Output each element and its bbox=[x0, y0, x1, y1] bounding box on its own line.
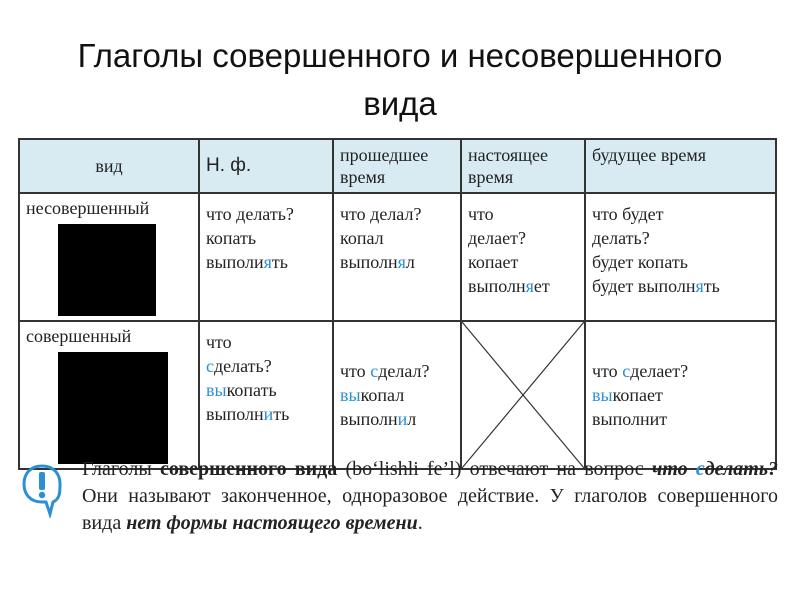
cell-line bbox=[592, 250, 769, 274]
text-segment: делает? bbox=[468, 228, 526, 248]
highlighted-letter: я bbox=[525, 276, 534, 296]
text-segment: ть bbox=[273, 404, 290, 424]
text-segment: выполнит bbox=[592, 409, 668, 429]
text-segment: делать? bbox=[214, 356, 272, 376]
highlighted-letter: вы bbox=[340, 385, 361, 405]
highlighted-letter: с bbox=[370, 361, 379, 381]
cell-line bbox=[592, 359, 769, 383]
cell-line bbox=[592, 274, 769, 298]
text-segment: л bbox=[407, 409, 417, 429]
note-segment: нет формы настоящего времени bbox=[126, 512, 418, 534]
aspect-label-imperfective: несовершенный bbox=[26, 198, 150, 218]
cell-line bbox=[592, 407, 769, 431]
text-segment: копал bbox=[340, 228, 384, 248]
header-future: будущее время bbox=[585, 139, 776, 193]
cell-future-perfective bbox=[585, 321, 776, 469]
slide-title: Глаголы совершенного и несовершенного вида bbox=[77, 37, 723, 122]
text-segment: выполи bbox=[206, 252, 264, 272]
text-segment: делать? bbox=[592, 228, 650, 248]
cell-line bbox=[468, 226, 578, 250]
note-segment: делать? bbox=[704, 458, 778, 480]
text-segment: копал bbox=[360, 385, 405, 405]
cell-past-imperfective bbox=[333, 193, 461, 321]
text-segment: ть bbox=[271, 252, 288, 272]
cell-line bbox=[468, 274, 578, 298]
cell-infinitive-imperfective bbox=[199, 193, 333, 321]
cell-present-imperfective bbox=[461, 193, 585, 321]
text-segment: что bbox=[206, 332, 232, 352]
table-header-row bbox=[19, 139, 776, 193]
text-segment: будет выполн bbox=[592, 276, 696, 296]
redacted-image bbox=[58, 352, 168, 464]
text-segment: делает? bbox=[630, 361, 689, 381]
highlighted-letter: и bbox=[397, 409, 408, 429]
rule-note-text bbox=[82, 456, 778, 537]
highlighted-letter: вы bbox=[592, 385, 613, 405]
note-segment: Они называют законченное, одноразовое действие. У глаголов совершенного вида bbox=[82, 485, 778, 534]
text-segment: ть bbox=[703, 276, 720, 296]
note-segment: . bbox=[417, 512, 423, 534]
highlighted-letter: с bbox=[206, 356, 214, 376]
cell-line bbox=[592, 226, 769, 250]
cell-past-perfective bbox=[333, 321, 461, 469]
text-segment: будет копать bbox=[592, 252, 688, 272]
cell-line bbox=[468, 250, 578, 274]
cell-line bbox=[206, 330, 326, 354]
cell-line bbox=[340, 202, 454, 226]
text-segment: что bbox=[340, 361, 371, 381]
aspect-cell-perfective bbox=[19, 321, 199, 469]
highlighted-letter: я bbox=[263, 252, 272, 272]
note-segment: что bbox=[651, 458, 696, 480]
highlighted-letter: вы bbox=[206, 380, 227, 400]
cell-line bbox=[468, 202, 578, 226]
cell-line bbox=[592, 202, 769, 226]
note-segment: совершенного вида bbox=[160, 458, 338, 480]
text-segment: выполн bbox=[340, 409, 398, 429]
header-infinitive: Н. ф. bbox=[199, 139, 333, 193]
text-segment: что будет bbox=[592, 204, 664, 224]
text-segment: что делать? bbox=[206, 204, 294, 224]
highlighted-letter: с bbox=[622, 361, 631, 381]
highlighted-letter: я bbox=[695, 276, 704, 296]
text-segment: копает bbox=[468, 252, 519, 272]
text-segment: ет bbox=[533, 276, 550, 296]
cell-line bbox=[206, 250, 326, 274]
note-segment: Глаголы bbox=[82, 458, 160, 480]
highlighted-letter: я bbox=[397, 252, 406, 272]
text-segment: что bbox=[468, 204, 494, 224]
aspect-label-perfective: совершенный bbox=[26, 326, 132, 346]
text-segment: копает bbox=[612, 385, 663, 405]
text-segment: выполн bbox=[206, 404, 264, 424]
cell-line bbox=[206, 378, 326, 402]
info-exclamation-icon bbox=[20, 462, 64, 518]
verb-aspect-table bbox=[18, 138, 777, 470]
table-row-imperfective bbox=[19, 193, 776, 321]
text-segment: выполн bbox=[340, 252, 398, 272]
note-segment: (bo‘lishli fe’l) отвечают на вопрос bbox=[337, 458, 652, 480]
cell-line bbox=[206, 354, 326, 378]
cell-future-imperfective bbox=[585, 193, 776, 321]
text-segment: выполн bbox=[468, 276, 526, 296]
text-segment: л bbox=[405, 252, 415, 272]
text-segment: что делал? bbox=[340, 204, 422, 224]
text-segment: делал? bbox=[378, 361, 430, 381]
highlighted-letter: и bbox=[263, 404, 274, 424]
header-past: прошедшее время bbox=[333, 139, 461, 193]
cell-line bbox=[340, 383, 454, 407]
text-segment: что bbox=[592, 361, 623, 381]
cell-infinitive-perfective bbox=[199, 321, 333, 469]
highlighted-letter: с bbox=[695, 458, 705, 480]
aspect-cell-imperfective bbox=[19, 193, 199, 321]
text-segment: копать bbox=[226, 380, 277, 400]
text-segment: копать bbox=[206, 228, 257, 248]
cell-line bbox=[206, 226, 326, 250]
cell-line bbox=[340, 407, 454, 431]
cell-line bbox=[206, 202, 326, 226]
table-row-perfective bbox=[19, 321, 776, 469]
redacted-image bbox=[58, 224, 156, 316]
cell-line bbox=[340, 359, 454, 383]
cell-line bbox=[340, 250, 454, 274]
cross-out-icon bbox=[462, 322, 584, 468]
cell-line bbox=[206, 402, 326, 426]
cell-present-perfective-crossed bbox=[461, 321, 585, 469]
header-present: настоящее время bbox=[461, 139, 585, 193]
cell-line bbox=[592, 383, 769, 407]
header-aspect: вид bbox=[19, 139, 199, 193]
cell-line bbox=[340, 226, 454, 250]
